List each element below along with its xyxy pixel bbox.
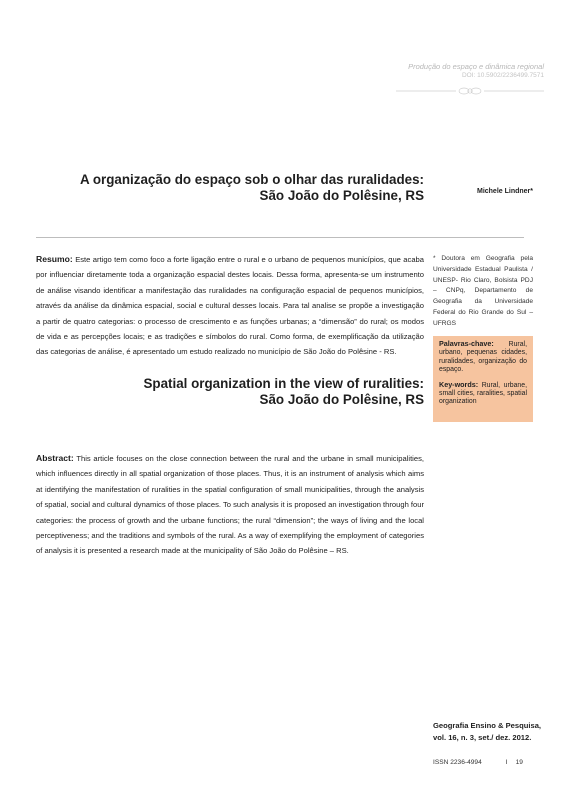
running-title: Produção do espaço e dinâmica regional — [408, 62, 544, 71]
journal-line1: Geografia Ensino & Pesquisa, — [433, 721, 542, 730]
keywords-en-label: Key-words: — [439, 379, 479, 389]
issn-line — [433, 759, 543, 766]
title-pt-line1: A organização do espaço sob o olhar das ruralidades: — [79, 172, 424, 187]
issn-text: ISSN 2236-4994 — [433, 759, 482, 766]
keywords-pt — [439, 340, 527, 375]
article-title-en — [60, 376, 424, 408]
page-number: 19 — [515, 759, 523, 766]
keywords-pt-text: Rural, urbano, pequenas cidades, ruralidades, organização do espaço. — [439, 341, 527, 374]
author-footnote: * Doutora em Geografia pela Universidade Estadual Paulista / UNESP- Rio Claro, Bolsista PDJ – CNPq, Departamento de Geografia da Universidade Federal do Rio Grande do Sul – UFRGS — [433, 255, 533, 327]
doi-text: DOI: 10.5902/2236499.7571 — [461, 72, 544, 79]
keywords-pt-label: Palavras-chave: — [439, 339, 494, 348]
title-en-line1: Spatial organization in the view of ruralities: — [143, 376, 424, 391]
abstract-paragraph — [36, 451, 424, 559]
footer-separator: I — [505, 759, 508, 766]
journal-citation — [433, 720, 543, 744]
resumo-label: Resumo: — [36, 254, 73, 264]
keywords-en — [439, 381, 527, 407]
abstract-label: Abstract: — [36, 453, 74, 463]
resumo-text: Este artigo tem como foco a forte ligação entre o rural e o urbano de pequenos municípios, que acaba por influenciar diretamente toda a organização espacial destes locais. Dessa forma, apresenta-se um instrumento de análise visando identificar a manifestação das ruralidades na configuração espacial de pequenos municípios, através da análise da dinâmica espacial, social e cultural desses locais. Para tal analise se propõe a investigação a partir de quatro categorias: o processo de crescimento e as funções urbanas; a “dimensão” do rural; os modos de vida e as percepções locais; e as tradições e símbolos do rural. Como forma, de exemplificação da utilização das categorias de análise, é apresentado um estudo realizado no município de São João do Polêsine - RS. — [36, 255, 424, 357]
keywords-box — [433, 336, 533, 422]
ornament-divider-icon — [396, 84, 544, 98]
title-en-line2: São João do Polêsine, RS — [259, 392, 424, 407]
article-title-pt — [60, 172, 424, 204]
keywords-en-text: Rural, urbane, small cities, raralities, spatial organization — [439, 381, 528, 406]
resumo-paragraph — [36, 252, 424, 360]
journal-line2: vol. 16, n. 3, set./ dez. 2012. — [433, 733, 532, 742]
author-name: Michele Lindner* — [476, 188, 533, 195]
abstract-text: This article focuses on the close connection between the rural and the urbane in small municipalities, which influences directly in all spatial organization of those places. Thus, it is an instrument of analysis which aims at identifying the manifestation of ruralities in the spatial configuration of small municipalities, through the analysis of spatial, social and cultural dynamics of those places. To such analysis it is proposed an investigation through four categories: the process of growth and the urbane functions; the rural “dimension”; the ways of living and the local perceptiveness; and the traditions and symbols of the rural. As a way of exemplifying the employment of categories of analysis it is presented a research made at the municipality of São João do Polêsine – RS. — [36, 454, 424, 556]
section-divider — [36, 237, 524, 238]
title-pt-line2: São João do Polêsine, RS — [259, 188, 424, 203]
